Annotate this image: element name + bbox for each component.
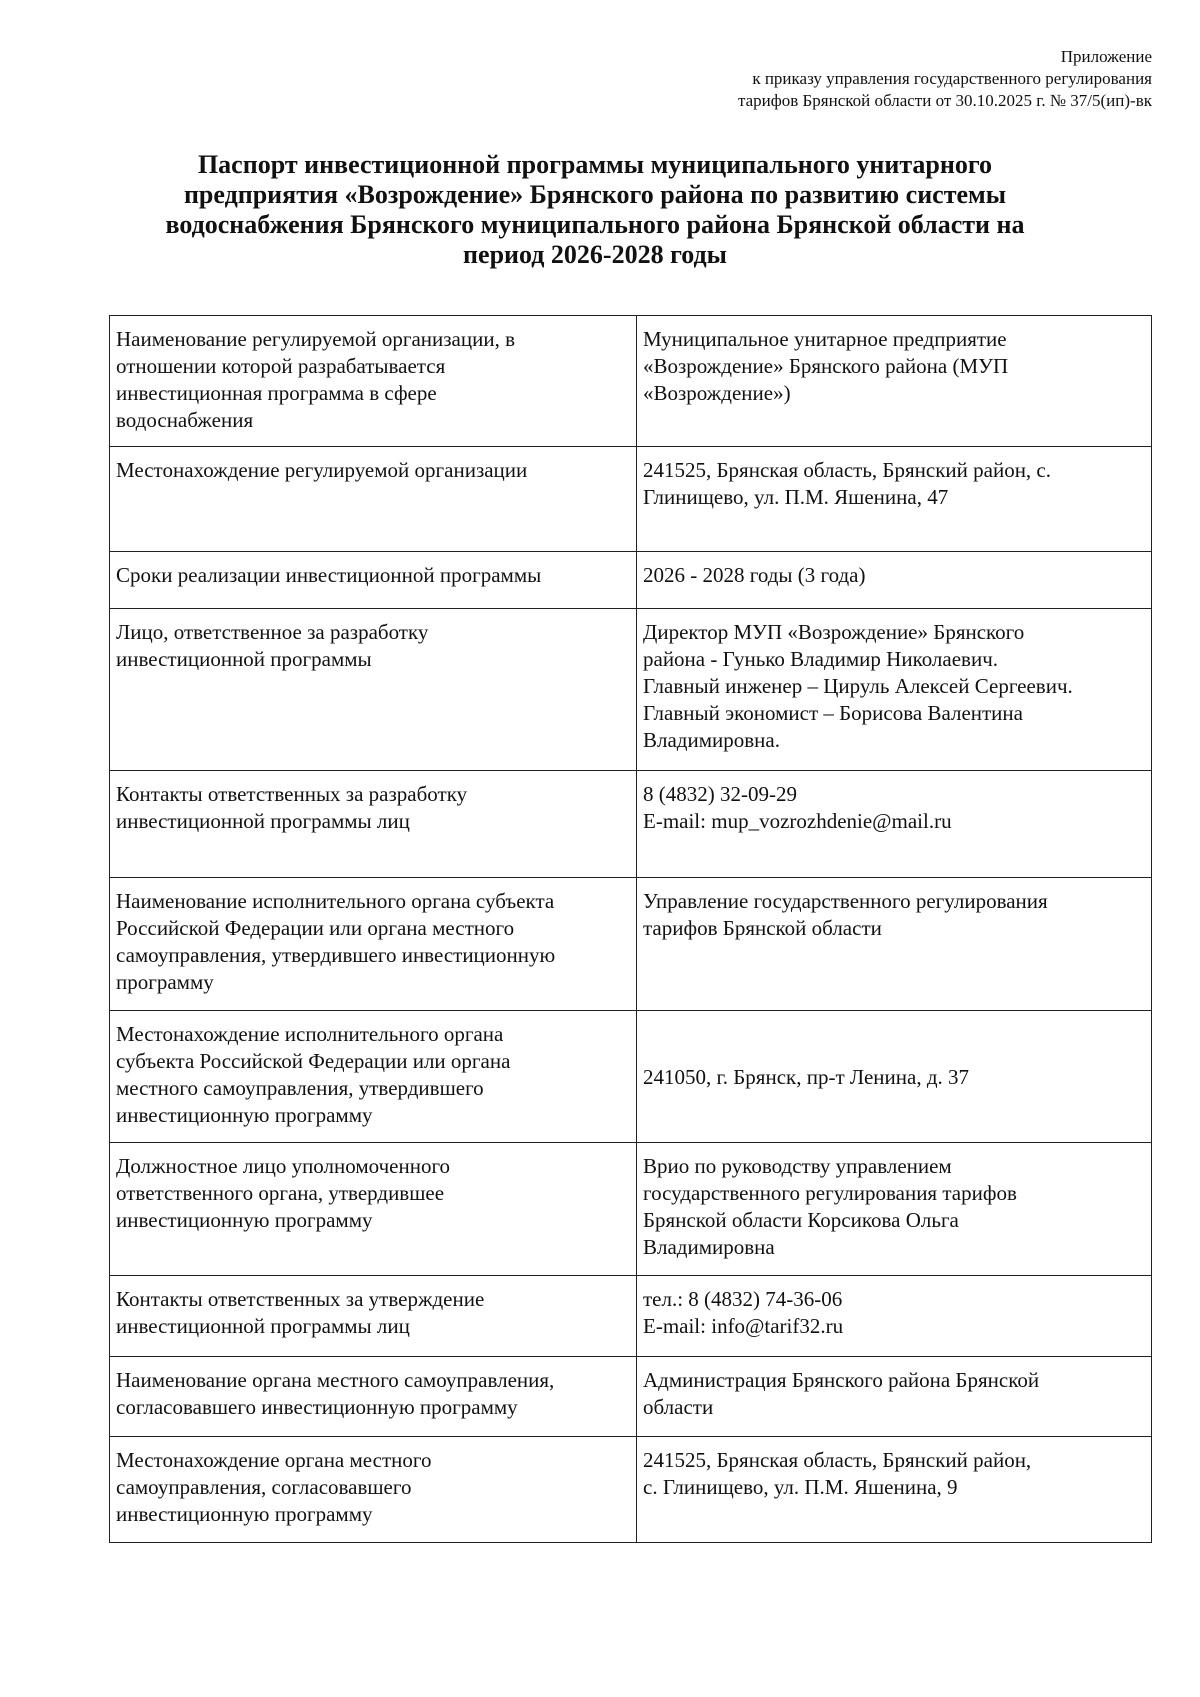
title-line-4: период 2026-2028 годы bbox=[463, 240, 727, 269]
title-line-1: Паспорт инвестиционной программы муниципального унитарного bbox=[197, 150, 993, 179]
row-label: Наименование регулируемой организации, в отношении которой разрабатывается инвестиционная программа в сфере водоснабжения bbox=[110, 316, 637, 447]
row-label: Местонахождение исполнительного органа субъекта Российской Федерации или органа местного самоуправления, утвердившего инвестиционную программу bbox=[110, 1011, 637, 1143]
row-value: Врио по руководству управлением государственного регулирования тарифов Брянской области Корсикова Ольга Владимировна bbox=[637, 1143, 1152, 1276]
row-label: Местонахождение регулируемой организации bbox=[110, 447, 637, 552]
table-row bbox=[110, 316, 1152, 447]
row-value: Администрация Брянского района Брянской области bbox=[637, 1357, 1152, 1437]
row-label: Наименование органа местного самоуправления, согласовавшего инвестиционную программу bbox=[110, 1357, 637, 1437]
row-value: тел.: 8 (4832) 74-36-06 E-mail: info@tarif32.ru bbox=[637, 1276, 1152, 1357]
row-value: Директор МУП «Возрождение» Брянского района - Гунько Владимир Николаевич. Главный инженер – Цируль Алексей Сергеевич. Главный экономист – Борисова Валентина Владимировна. bbox=[637, 609, 1152, 771]
row-value: Управление государственного регулирования тарифов Брянской области bbox=[637, 878, 1152, 1011]
row-label: Должностное лицо уполномоченного ответственного органа, утвердившее инвестиционную программу bbox=[110, 1143, 637, 1276]
appendix-line-3: тарифов Брянской области от 30.10.2025 г. № 37/5(ип)-вк bbox=[737, 91, 1152, 110]
table-row bbox=[110, 878, 1152, 1011]
table-row bbox=[110, 1143, 1152, 1276]
row-label: Наименование исполнительного органа субъекта Российской Федерации или органа местного самоуправления, утвердившего инвестиционную программу bbox=[110, 878, 637, 1011]
row-value: 241525, Брянская область, Брянский район, с. Глинищево, ул. П.М. Яшенина, 47 bbox=[637, 447, 1152, 552]
document-title bbox=[90, 150, 1100, 270]
row-label: Местонахождение органа местного самоуправления, согласовавшего инвестиционную программу bbox=[110, 1437, 637, 1543]
row-value: 2026 - 2028 годы (3 года) bbox=[637, 552, 1152, 609]
appendix-header bbox=[532, 46, 1152, 112]
table-row bbox=[110, 1437, 1152, 1543]
table-row bbox=[110, 1011, 1152, 1143]
table-row bbox=[110, 447, 1152, 552]
row-value: 8 (4832) 32-09-29 E-mail: mup_vozrozhdenie@mail.ru bbox=[637, 771, 1152, 878]
row-label: Контакты ответственных за разработку инвестиционной программы лиц bbox=[110, 771, 637, 878]
table-row bbox=[110, 771, 1152, 878]
appendix-line-2: к приказу управления государственного регулирования bbox=[752, 69, 1152, 88]
title-line-3: водоснабжения Брянского муниципального района Брянской области на bbox=[165, 210, 1025, 239]
appendix-line-1: Приложение bbox=[1060, 47, 1152, 66]
row-value: 241525, Брянская область, Брянский район, с. Глинищево, ул. П.М. Яшенина, 9 bbox=[637, 1437, 1152, 1543]
row-label: Контакты ответственных за утверждение инвестиционной программы лиц bbox=[110, 1276, 637, 1357]
passport-table bbox=[109, 315, 1152, 1543]
table-row bbox=[110, 609, 1152, 771]
title-line-2: предприятия «Возрождение» Брянского района по развитию системы bbox=[183, 180, 1007, 209]
row-value: Муниципальное унитарное предприятие «Возрождение» Брянского района (МУП «Возрождение») bbox=[637, 316, 1152, 447]
row-label: Лицо, ответственное за разработку инвестиционной программы bbox=[110, 609, 637, 771]
table-row bbox=[110, 1357, 1152, 1437]
row-label: Сроки реализации инвестиционной программы bbox=[110, 552, 637, 609]
table-row bbox=[110, 1276, 1152, 1357]
table-row bbox=[110, 552, 1152, 609]
row-value: 241050, г. Брянск, пр-т Ленина, д. 37 bbox=[637, 1011, 1152, 1143]
